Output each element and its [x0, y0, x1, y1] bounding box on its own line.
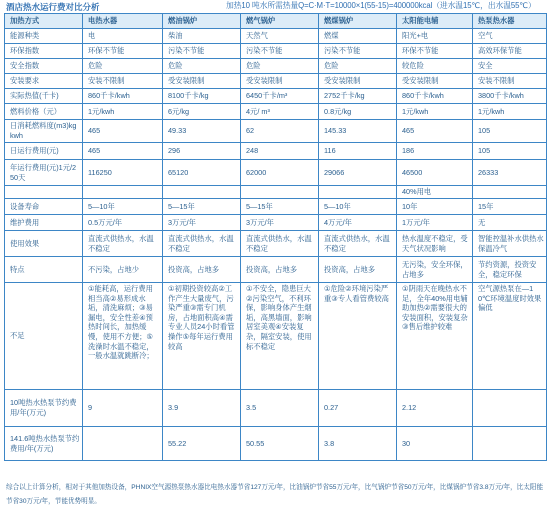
row-label: 141.6吨热水热泵节约费用/年(万元)	[5, 427, 83, 461]
table-row	[5, 199, 547, 215]
table-cell: 55.22	[163, 427, 241, 461]
row-label: 设备寿命	[5, 199, 83, 215]
table-cell	[83, 186, 163, 199]
row-label: 年运行费用(元)1元/250天	[5, 160, 83, 186]
table-cell: 阳光+电	[397, 29, 473, 44]
table-cell: 465	[83, 143, 163, 160]
table-cell: 116	[319, 143, 397, 160]
table-cell: 62	[241, 120, 319, 143]
table-row	[5, 231, 547, 257]
row-label: 安装要求	[5, 74, 83, 89]
table-cell: 受安装限制	[163, 74, 241, 89]
table-cell: 0.8元/kg	[319, 104, 397, 120]
table-cell: 186	[397, 143, 473, 160]
table-cell: 3.9	[163, 390, 241, 427]
table-row	[5, 104, 547, 120]
table-cell: 465	[83, 120, 163, 143]
table-cell: ①危险②环境污染严重③专人看管费较高	[319, 283, 397, 390]
table-row	[5, 74, 547, 89]
table-cell: 6450千卡/m³	[241, 89, 319, 104]
table-cell: ①能耗高，运行费用相当高②易形成水垢，清洗麻烦；③易漏电，安全性差④预热时间长，加热缓慢，使用不方便；⑤洗澡时水温不稳定，一般水温就跳断冷；	[83, 283, 163, 390]
table-cell: 污染不节能	[163, 44, 241, 59]
table-cell: 3.5	[241, 390, 319, 427]
table-row	[5, 143, 547, 160]
table-cell: 环保不节能	[397, 44, 473, 59]
table-cell: 无	[473, 215, 547, 231]
table-cell: 1万元/年	[397, 215, 473, 231]
table-cell: 105	[473, 143, 547, 160]
table-cell: 空气源热泵在—10℃环境温度时效果偏低	[473, 283, 547, 390]
table-cell: 投资高，占地多	[163, 257, 241, 283]
table-cell: 4元/ m³	[241, 104, 319, 120]
page-title: 酒店热水运行费对比分析	[6, 2, 100, 12]
table-cell: 26333	[473, 160, 547, 186]
table-cell: 5—10年	[83, 199, 163, 215]
table-cell: 危险	[163, 59, 241, 74]
table-cell: 热水温度不稳定，受天气状况影响	[397, 231, 473, 257]
table-cell: 电	[83, 29, 163, 44]
table-cell: 15年	[473, 199, 547, 215]
table-cell: 3800千卡/kwh	[473, 89, 547, 104]
table-cell: 安装不限制	[473, 74, 547, 89]
table-cell: 29066	[319, 160, 397, 186]
table-cell: 2752千卡/kg	[319, 89, 397, 104]
table-row	[5, 29, 547, 44]
row-label: 实际热值(千卡)	[5, 89, 83, 104]
row-label: 能源种类	[5, 29, 83, 44]
table-cell: 49.33	[163, 120, 241, 143]
table-cell: 62000	[241, 160, 319, 186]
table-cell: 5—15年	[241, 199, 319, 215]
table-cell: 1元/kwh	[83, 104, 163, 120]
table-cell: 污染不节能	[319, 44, 397, 59]
table-cell: 安全	[473, 59, 547, 74]
table-cell: 465	[397, 120, 473, 143]
table-cell: 受安装限制	[397, 74, 473, 89]
row-label: 10吨热水热泵节约费用/年(万元)	[5, 390, 83, 427]
table-cell: 受安装限制	[241, 74, 319, 89]
table-cell	[473, 427, 547, 461]
table-cell: 危险	[83, 59, 163, 74]
table-cell: 4万元/年	[319, 215, 397, 231]
table-row	[5, 215, 547, 231]
table-cell: 2.12	[397, 390, 473, 427]
header-row	[5, 14, 547, 29]
table-cell: 40%用电	[397, 186, 473, 199]
table-row	[5, 390, 547, 427]
table-cell: 空气	[473, 29, 547, 44]
table-cell: 248	[241, 143, 319, 160]
table-cell	[473, 186, 547, 199]
table-cell	[163, 186, 241, 199]
table-row	[5, 186, 547, 199]
table-cell: ①初期投资较高②工作产生大量废气，污染严重③需专门机房，占地面积高④需专业人员24小时看管操作⑤每年运行费用较高	[163, 283, 241, 390]
table-cell: 环保不节能	[83, 44, 163, 59]
table-cell: 直流式供热水，水温不稳定	[319, 231, 397, 257]
table-row	[5, 427, 547, 461]
table-cell: 5—15年	[163, 199, 241, 215]
table-cell: 9	[83, 390, 163, 427]
column-header: 燃气锅炉	[241, 14, 319, 29]
table-cell: 智能控温补水供热水保温冷气	[473, 231, 547, 257]
row-label: 环保指数	[5, 44, 83, 59]
table-cell: 危险	[241, 59, 319, 74]
table-cell: 无污染，安全环保，占地多	[397, 257, 473, 283]
heat-formula: 加热10 吨水所需热量Q=C·M·T=10000×1(55-15)=400000kcal（进水温15℃，出水温55℃）	[226, 1, 536, 10]
table-cell	[319, 186, 397, 199]
table-cell: 安装不限制	[83, 74, 163, 89]
table-cell: 145.33	[319, 120, 397, 143]
table-cell: 105	[473, 120, 547, 143]
table-cell: 1元/kwh	[397, 104, 473, 120]
row-label: 日消耗燃料度(m3)kg kwh	[5, 120, 83, 143]
table-cell: 8100千卡/kg	[163, 89, 241, 104]
row-label: 特点	[5, 257, 83, 283]
table-cell: 116250	[83, 160, 163, 186]
row-label: 不足	[5, 283, 83, 390]
table-row	[5, 59, 547, 74]
table-row	[5, 283, 547, 390]
table-cell: 3.8	[319, 427, 397, 461]
table-cell: 50.55	[241, 427, 319, 461]
table-cell: 较危险	[397, 59, 473, 74]
table-cell: 污染不节能	[241, 44, 319, 59]
table-cell: 0.5万元/年	[83, 215, 163, 231]
table-cell: 受安装限制	[319, 74, 397, 89]
table-cell: 0.27	[319, 390, 397, 427]
table-cell	[83, 427, 163, 461]
table-cell: 65120	[163, 160, 241, 186]
table-cell: 3万元/年	[163, 215, 241, 231]
header-bar	[0, 0, 550, 13]
table-cell	[241, 186, 319, 199]
table-cell: 投资高，占地多	[241, 257, 319, 283]
table-cell: 1元/kwh	[473, 104, 547, 120]
row-label: 安全指数	[5, 59, 83, 74]
table-cell: 860千卡/kwh	[83, 89, 163, 104]
table-cell: 节约资源，投资安全，稳定环保	[473, 257, 547, 283]
table-cell: ①不安全，隐患巨大②污染空气，不利环保，影响身体产生烟垢，高黑墙面，影响居室美观④安装复杂，隔室安装，使用标不稳定	[241, 283, 319, 390]
table-cell: 6元/kg	[163, 104, 241, 120]
table-cell: 5—10年	[319, 199, 397, 215]
table-row	[5, 257, 547, 283]
column-header: 电热水器	[83, 14, 163, 29]
table-cell: 危险	[319, 59, 397, 74]
row-label: 日运行费用(元)	[5, 143, 83, 160]
conclusion-note: 综合以上计算分析，相对于其他加热设备，PHNIX空气源热泵热水器比电热水器节省127万元/年，比油锅炉节省55万元/年，比气锅炉节省50万元/年，比煤锅炉节省3.8万元/年，比太阳能节省30万元/年，节能优势明显。	[6, 484, 544, 505]
table-cell: 46500	[397, 160, 473, 186]
table-cell: 直流式供热水，水温不稳定	[163, 231, 241, 257]
table-row	[5, 160, 547, 186]
table-cell: 30	[397, 427, 473, 461]
table-cell: 10年	[397, 199, 473, 215]
table-cell: 柴油	[163, 29, 241, 44]
column-header: 太阳能电辅	[397, 14, 473, 29]
row-label: 维护费用	[5, 215, 83, 231]
table-cell	[473, 390, 547, 427]
row-label	[5, 186, 83, 199]
table-cell: 直流式供热水，水温不稳定	[83, 231, 163, 257]
table-cell: 燃煤	[319, 29, 397, 44]
row-label: 使用效果	[5, 231, 83, 257]
comparison-table	[4, 13, 547, 461]
column-header: 燃煤锅炉	[319, 14, 397, 29]
table-cell: 3万元/年	[241, 215, 319, 231]
table-cell: 直流式供热水，水温不稳定	[241, 231, 319, 257]
table-row	[5, 89, 547, 104]
table-cell: ①阴雨天在晚热水不足，全年40%用电辅助加热②需要很大的安装面积，安装复杂③售后维护较难	[397, 283, 473, 390]
table-row	[5, 44, 547, 59]
table-cell: 投资高，占地多	[319, 257, 397, 283]
table-cell: 不污染，占地少	[83, 257, 163, 283]
table-cell: 天然气	[241, 29, 319, 44]
row-label: 燃料价格（元）	[5, 104, 83, 120]
table-cell: 860千卡/kwh	[397, 89, 473, 104]
table-cell: 296	[163, 143, 241, 160]
table-row	[5, 120, 547, 143]
table-cell: 高效环保节能	[473, 44, 547, 59]
column-header: 热泵热水器	[473, 14, 547, 29]
column-header: 燃油锅炉	[163, 14, 241, 29]
column-header: 加热方式	[5, 14, 83, 29]
